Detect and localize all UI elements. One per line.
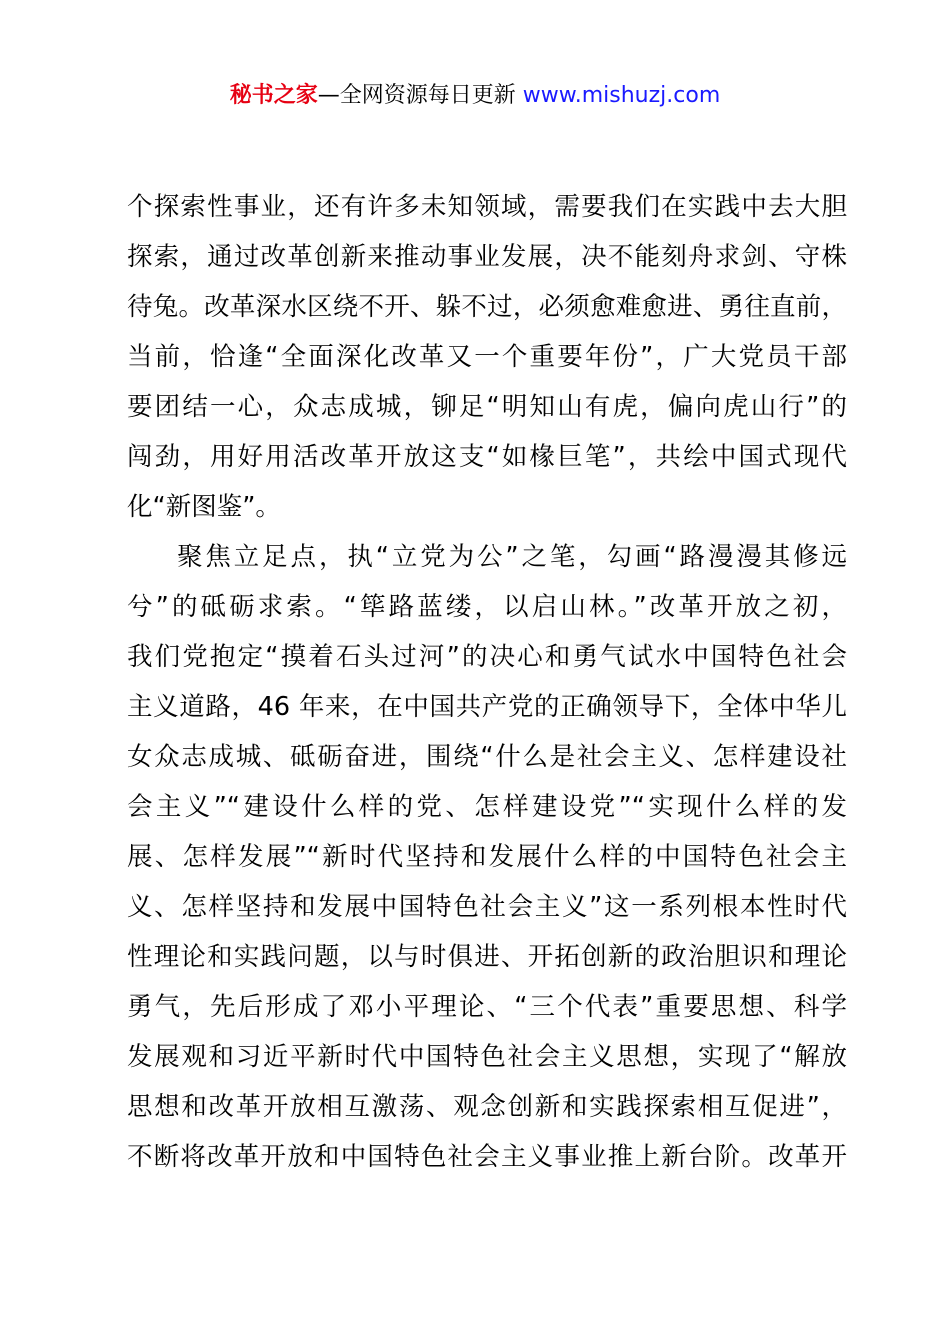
text-line: 性理论和实践问题，以与时俱进、开拓创新的政治胆识和理论 [127, 942, 847, 972]
text-line: 要团结一心，众志成城，铆足“明知山有虎，偏向虎山行”的 [127, 392, 847, 422]
text-line: 主义道路，46 年来，在中国共产党的正确领导下，全体中华儿 [127, 692, 847, 722]
text-line: 探索，通过改革创新来推动事业发展，决不能刻舟求剑、守株 [127, 242, 847, 272]
page-header [0, 80, 950, 112]
site-url-link[interactable]: www.mishuzj.com [522, 83, 721, 108]
paragraph-2 [127, 532, 847, 1182]
text-line: 待兔。改革深水区绕不开、躲不过，必须愈难愈进、勇往直前， [127, 292, 847, 322]
text-line: 个探索性事业，还有许多未知领域，需要我们在实践中去大胆 [127, 192, 847, 222]
text-line: 义、怎样坚持和发展中国特色社会主义”这一系列根本性时代 [127, 892, 847, 922]
text-line: 化“新图鉴”。 [127, 492, 281, 522]
text-line: 会主义”“建设什么样的党、怎样建设党”“实现什么样的发 [127, 792, 847, 822]
text-line: 勇气，先后形成了邓小平理论、“三个代表”重要思想、科学 [127, 992, 847, 1022]
text-line: 思想和改革开放相互激荡、观念创新和实践探索相互促进”， [127, 1092, 847, 1122]
text-line: 不断将改革开放和中国特色社会主义事业推上新台阶。改革开 [127, 1142, 847, 1172]
paragraph-1 [127, 182, 847, 532]
text-line: 兮”的砥砺求索。“筚路蓝缕，以启山林。”改革开放之初， [127, 592, 847, 622]
brand-name: 秘书之家 [229, 83, 318, 108]
text-line: 聚焦立足点，执“立党为公”之笔，勾画“路漫漫其修远 [177, 542, 847, 572]
article-body [127, 182, 847, 1182]
header-tagline: —全网资源每日更新 [317, 83, 516, 108]
text-line: 当前，恰逢“全面深化改革又一个重要年份”，广大党员干部 [127, 342, 847, 372]
text-line: 展、怎样发展”“新时代坚持和发展什么样的中国特色社会主 [127, 842, 847, 872]
text-line: 女众志成城、砥砺奋进，围绕“什么是社会主义、怎样建设社 [127, 742, 847, 772]
text-line: 闯劲，用好用活改革开放这支“如椽巨笔”，共绘中国式现代 [127, 442, 847, 472]
text-line: 发展观和习近平新时代中国特色社会主义思想，实现了“解放 [127, 1042, 847, 1072]
text-line: 我们党抱定“摸着石头过河”的决心和勇气试水中国特色社会 [127, 642, 847, 672]
